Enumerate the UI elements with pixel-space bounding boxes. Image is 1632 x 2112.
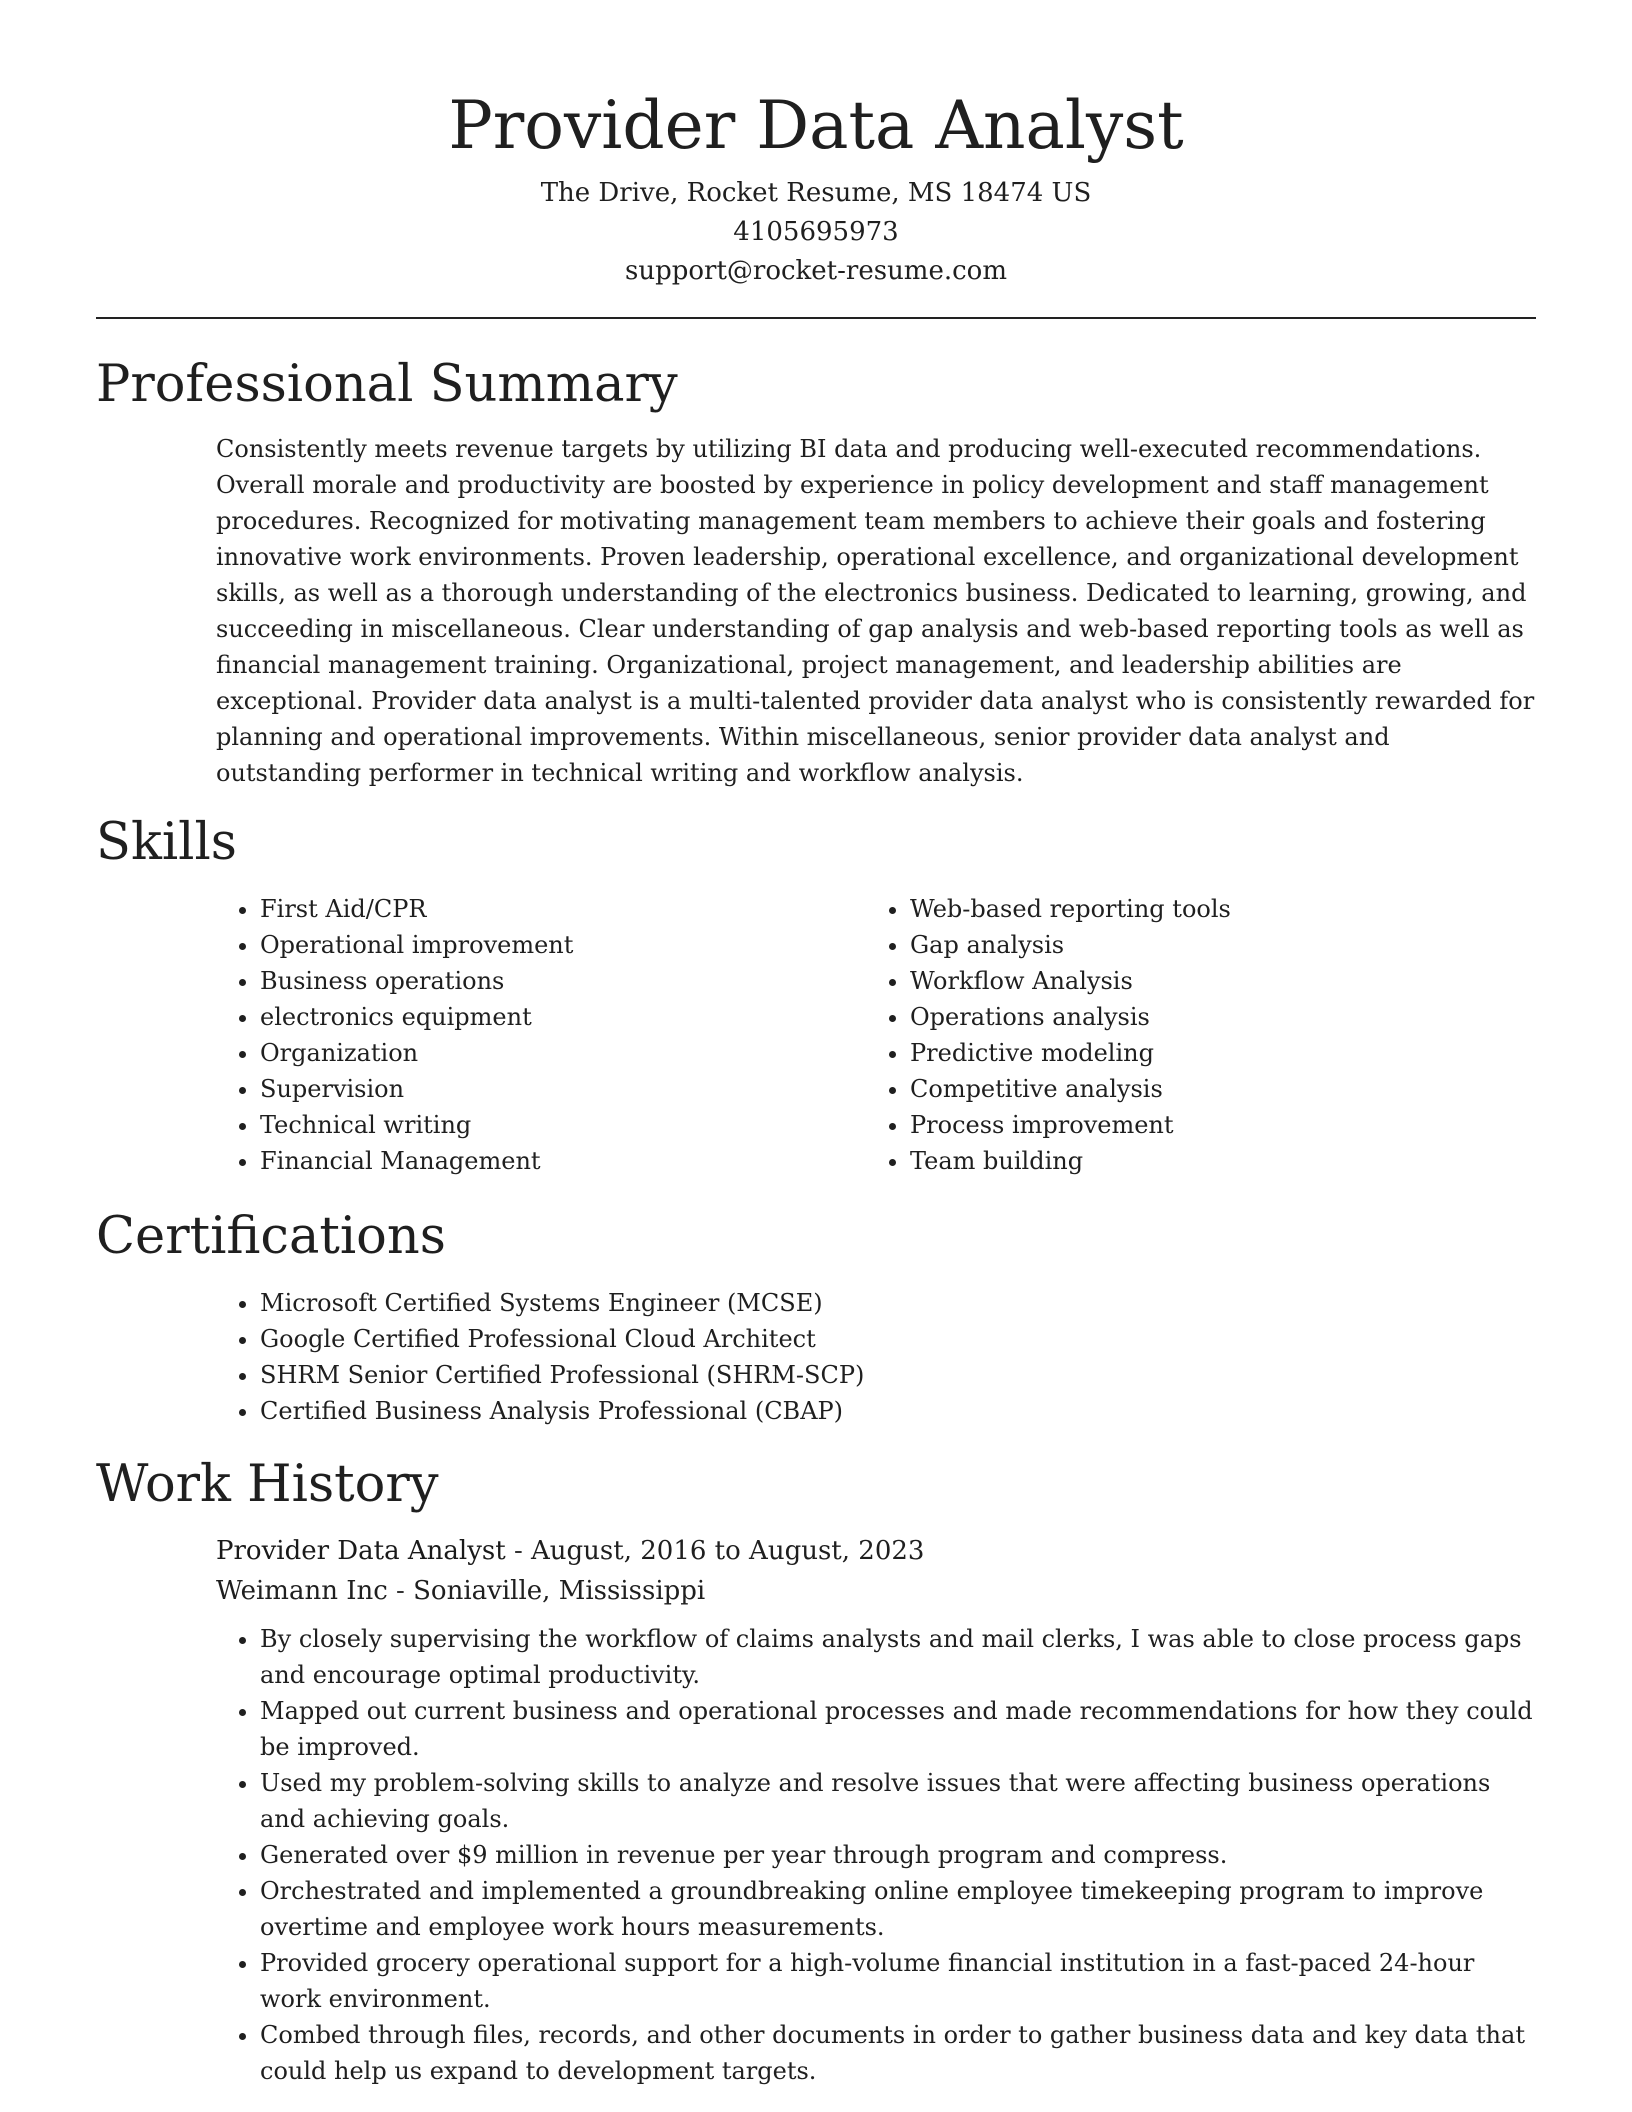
- job-location: Soniaville, Mississippi: [413, 1576, 706, 1606]
- job-bullet: • Orchestrated and implemented a groundbreaking online employee timekeeping program to improve overtime and employee work hours measurements.: [260, 1873, 1536, 1945]
- skills-list-right: [866, 891, 1516, 1179]
- certifications-heading: Certifications: [96, 1207, 446, 1266]
- job-bullet: • Combed through files, records, and other documents in order to gather business data and key data that could help us expand to development targets.: [260, 2017, 1536, 2089]
- job-title-line: [216, 1531, 1536, 1571]
- resume-name: Provider Data Analyst: [448, 87, 1184, 164]
- skill-item: • Supervision: [260, 1071, 866, 1107]
- skill-item: • Workflow Analysis: [910, 963, 1516, 999]
- job-separator: -: [505, 1536, 532, 1566]
- job-company-line: [216, 1571, 1536, 1611]
- skill-item: • Predictive modeling: [910, 1035, 1516, 1071]
- resume-page: [96, 0, 1536, 2089]
- skill-item: • Competitive analysis: [910, 1071, 1516, 1107]
- skill-item: • Financial Management: [260, 1143, 866, 1179]
- skills-list-left: [216, 891, 866, 1179]
- certifications-block: [216, 1285, 1536, 1429]
- work-history-heading: Work History: [96, 1455, 439, 1514]
- job-separator: -: [387, 1576, 414, 1606]
- contact-email: support@rocket-resume.com: [624, 256, 1007, 286]
- skills-column-right: [866, 891, 1516, 1179]
- skills-heading: Skills: [96, 813, 237, 872]
- certification-item: • Google Certified Professional Cloud Architect: [260, 1321, 1536, 1357]
- skill-item: • First Aid/CPR: [260, 891, 866, 927]
- summary-heading: Professional Summary: [96, 355, 678, 414]
- job-company: Weimann Inc: [216, 1576, 388, 1606]
- summary-text: Consistently meets revenue targets by utilizing BI data and producing well-executed recommendations. Overall morale and productivity are boosted by experience in policy development and staff management procedures. Recognized for motivating management team members to achieve their goals and fostering innovative work environments. Proven leadership, operational excellence, and organizational development skills, as well as a thorough understanding of the electronics business. Dedicated to learning, growing, and succeeding in miscellaneous. Clear understanding of gap analysis and web-based reporting tools as well as financial management training. Organizational, project management, and leadership abilities are exceptional. Provider data analyst is a multi-talented provider data analyst who is consistently rewarded for planning and operational improvements. Within miscellaneous, senior provider data analyst and outstanding performer in technical writing and workflow analysis.: [216, 435, 1535, 787]
- skill-item: • Business operations: [260, 963, 866, 999]
- contact-phone: 4105695973: [733, 217, 899, 247]
- job-bullet: • Generated over $9 million in revenue per year through program and compress.: [260, 1837, 1536, 1873]
- certification-item: • Certified Business Analysis Professional (CBAP): [260, 1393, 1536, 1429]
- job-bullets: [216, 1621, 1536, 2089]
- job-bullet: • Provided grocery operational support for a high-volume financial institution in a fast-paced 24-hour work environment.: [260, 1945, 1536, 2017]
- certification-item: • Microsoft Certified Systems Engineer (MCSE): [260, 1285, 1536, 1321]
- skills-columns: [216, 891, 1536, 1179]
- job-entry: [216, 1531, 1536, 2089]
- skill-item: • Team building: [910, 1143, 1516, 1179]
- skill-item: • Gap analysis: [910, 927, 1516, 963]
- skill-item: • Operations analysis: [910, 999, 1516, 1035]
- certification-item: • SHRM Senior Certified Professional (SHRM-SCP): [260, 1357, 1536, 1393]
- job-dates: August, 2016 to August, 2023: [531, 1536, 925, 1566]
- skill-item: • Process improvement: [910, 1107, 1516, 1143]
- contact-address: The Drive, Rocket Resume, MS 18474 US: [540, 178, 1092, 208]
- skill-item: • Web-based reporting tools: [910, 891, 1516, 927]
- header-divider: [96, 317, 1536, 319]
- skills-column-left: [216, 891, 866, 1179]
- skill-item: • Organization: [260, 1035, 866, 1071]
- job-role: Provider Data Analyst: [216, 1536, 506, 1566]
- job-bullet: • By closely supervising the workflow of claims analysts and mail clerks, I was able to close process gaps and encourage optimal productivity.: [260, 1621, 1536, 1693]
- skill-item: • Technical writing: [260, 1107, 866, 1143]
- skill-item: • Operational improvement: [260, 927, 866, 963]
- contact-block: [96, 174, 1536, 291]
- skill-item: • electronics equipment: [260, 999, 866, 1035]
- job-bullet: • Used my problem-solving skills to analyze and resolve issues that were affecting business operations and achieving goals.: [260, 1765, 1536, 1837]
- certifications-list: [216, 1285, 1536, 1429]
- job-bullet: • Mapped out current business and operational processes and made recommendations for how they could be improved.: [260, 1693, 1536, 1765]
